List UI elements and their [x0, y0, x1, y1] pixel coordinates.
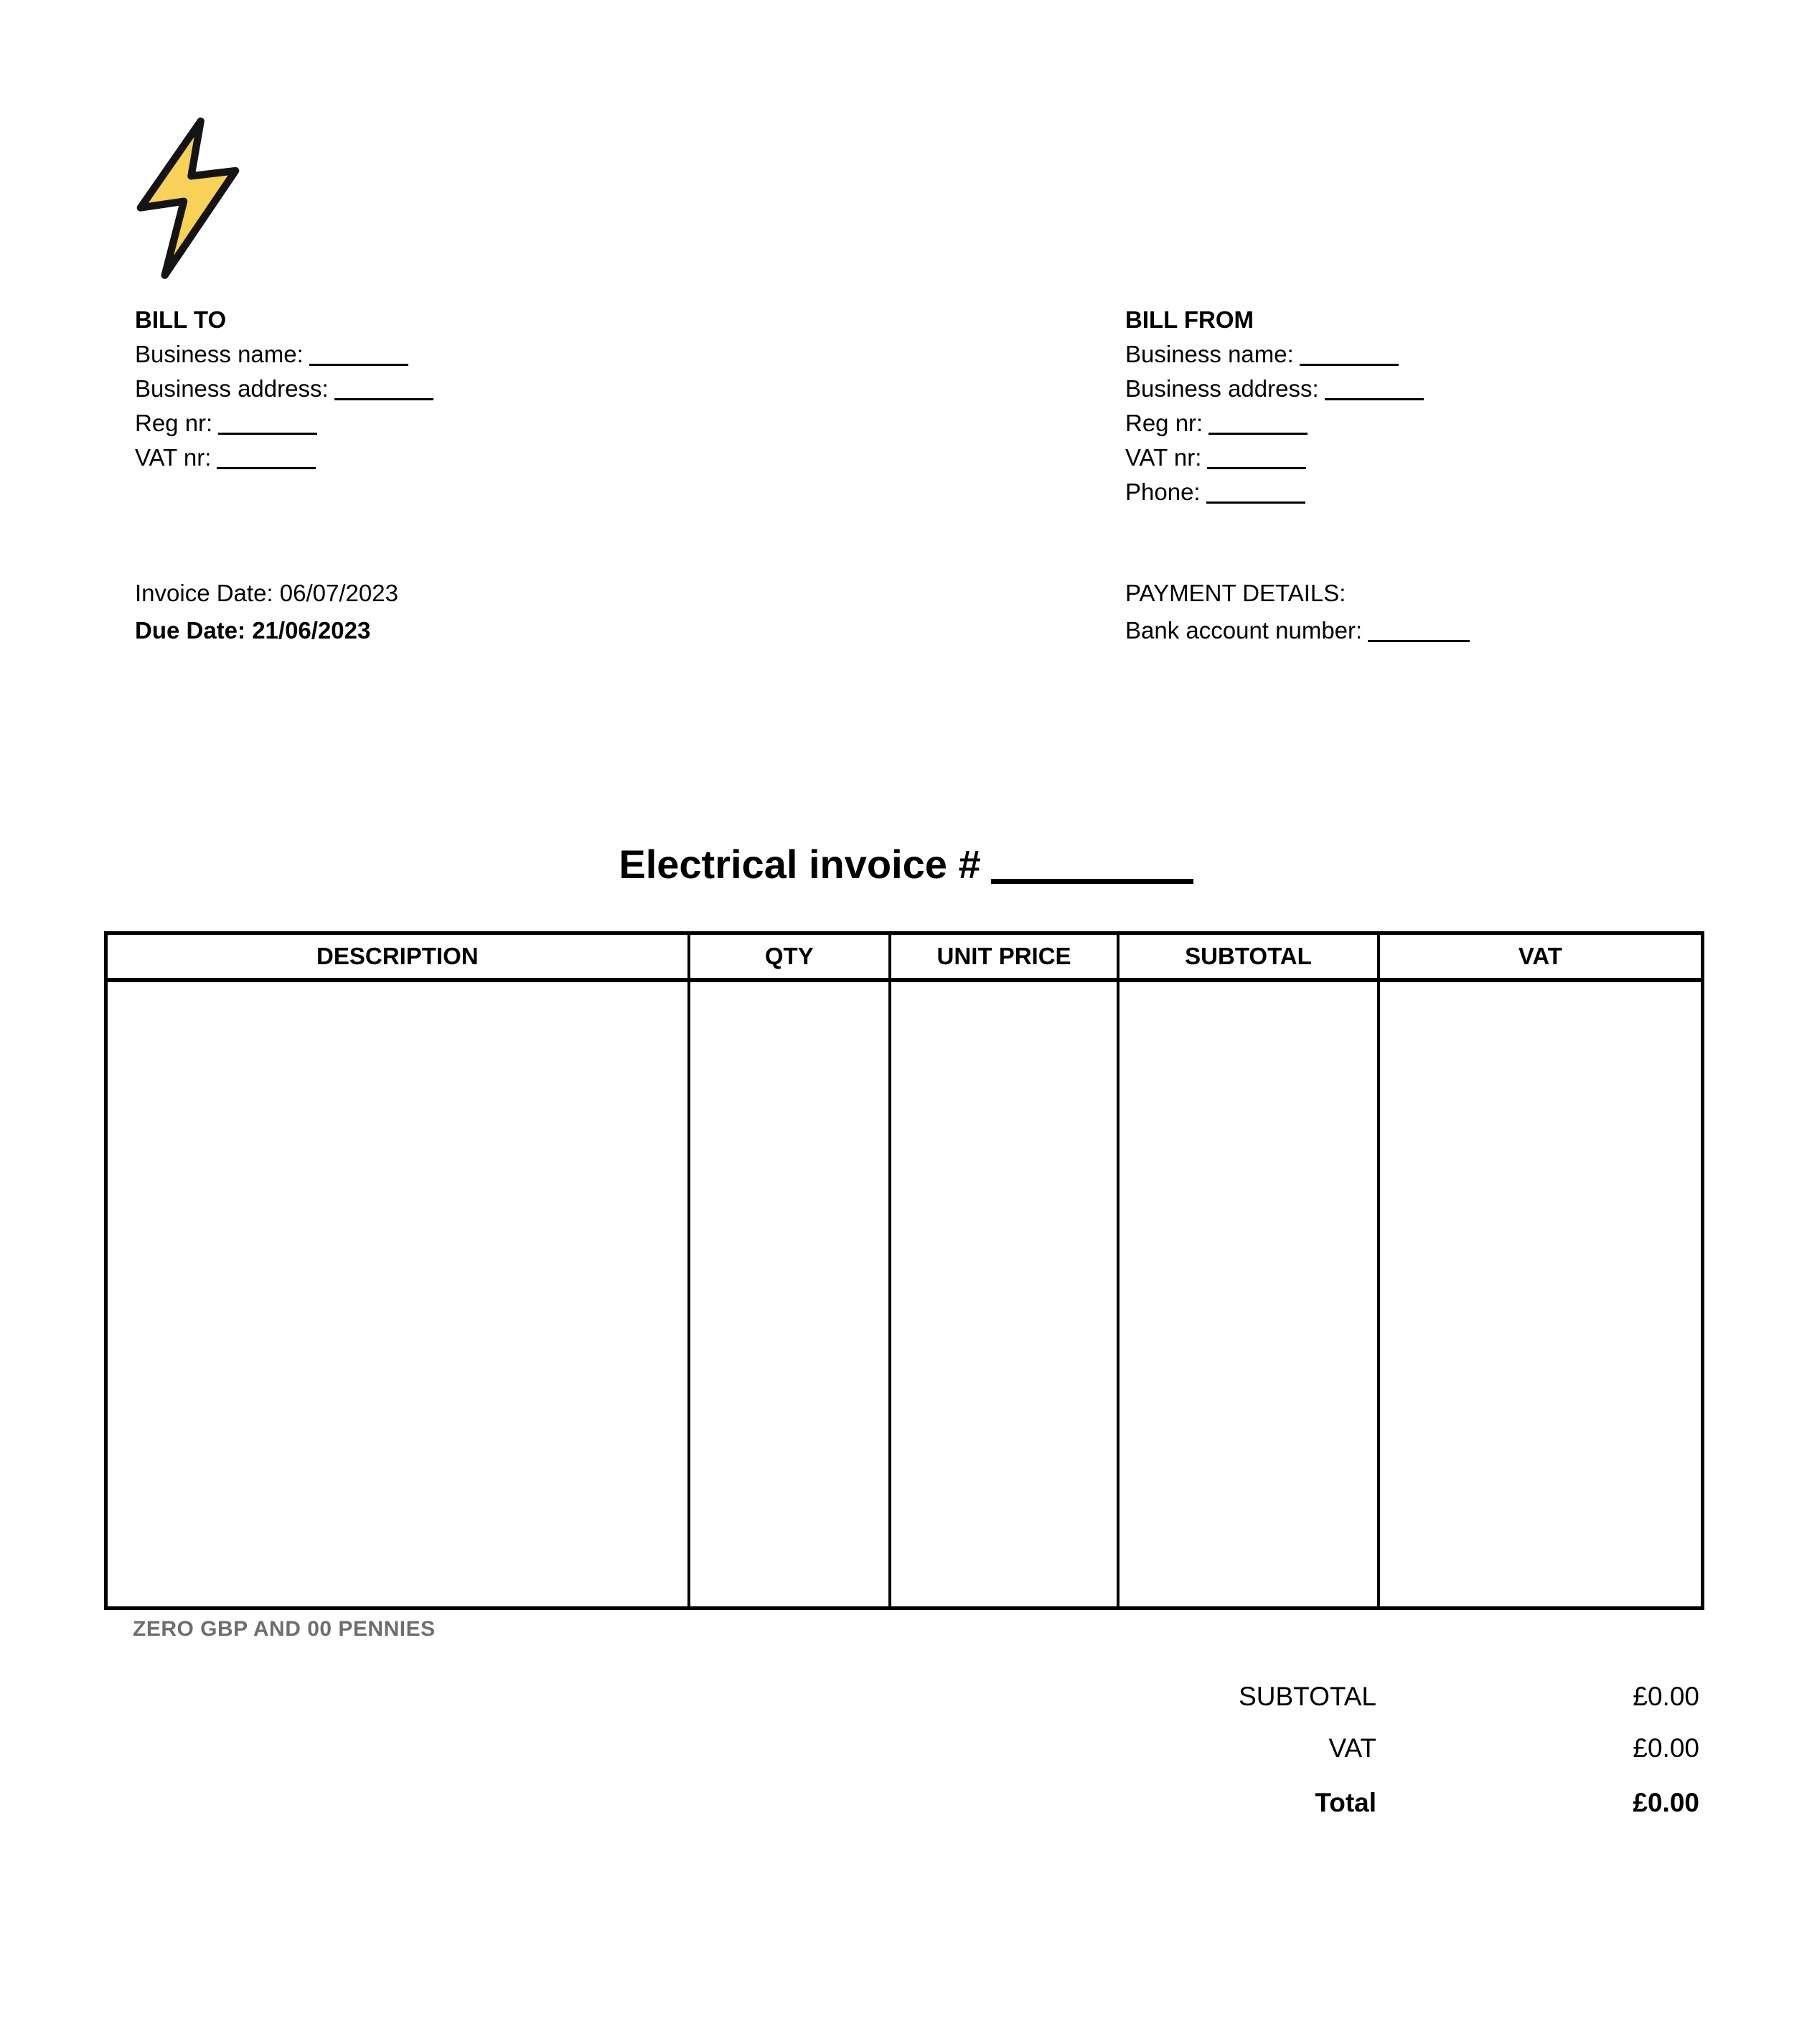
field-label: Reg nr: [135, 410, 213, 436]
due-date-label: Due Date: [135, 617, 246, 644]
blank-field-line [217, 464, 316, 469]
blank-field-line [1207, 464, 1306, 469]
items-table-header-row [106, 933, 1703, 981]
column-header-qty: QTY [689, 933, 890, 981]
column-header-vat: VAT [1379, 933, 1703, 981]
items-table-header [106, 933, 1703, 981]
due-date-value: 21/06/2023 [252, 617, 371, 644]
items-table-empty-row [106, 980, 1703, 1609]
blank-field-line [1300, 361, 1399, 366]
bill-to-section [135, 303, 433, 475]
bill-from-business-address-line [1125, 372, 1424, 406]
bill-from-business-name-line [1125, 337, 1424, 372]
field-label: Phone: [1125, 479, 1201, 505]
company-logo [135, 117, 241, 281]
bank-account-label: Bank account number: [1125, 617, 1363, 644]
field-label: VAT nr: [1125, 444, 1202, 471]
payment-details-section [1125, 575, 1470, 649]
bill-from-reg-nr-line [1125, 406, 1424, 441]
field-label: Reg nr: [1125, 410, 1203, 436]
bill-from-vat-nr-line [1125, 441, 1424, 475]
due-date-line [135, 612, 398, 649]
blank-field-line [1325, 395, 1424, 400]
column-header-unit-price: UNIT PRICE [890, 933, 1118, 981]
subtotal-label: SUBTOTAL [1239, 1682, 1376, 1711]
subtotal-value: £0.00 [1633, 1682, 1699, 1711]
field-label: Business name: [135, 341, 304, 367]
items-table-body [106, 980, 1703, 1609]
invoice-title [0, 841, 1812, 887]
field-label: Business name: [1125, 341, 1294, 367]
invoice-number-blank-line [991, 875, 1193, 884]
payment-details-heading: PAYMENT DETAILS: [1125, 580, 1346, 606]
invoice-dates-section [135, 575, 398, 649]
cell-unit-price [890, 980, 1118, 1609]
blank-field-line [334, 395, 433, 400]
subtotal-row [1076, 1682, 1699, 1712]
blank-field-line [1208, 430, 1308, 435]
field-label: Business address: [1125, 375, 1319, 402]
bill-to-business-address-line [135, 372, 433, 406]
amount-in-words: ZERO GBP AND 00 PENNIES [133, 1617, 436, 1641]
bank-account-line [1125, 612, 1470, 649]
vat-label: VAT [1328, 1733, 1376, 1763]
blank-field-line [309, 361, 408, 366]
total-label: Total [1315, 1788, 1376, 1817]
invoice-title-text: Electrical invoice # [619, 842, 981, 887]
invoice-date-value: 06/07/2023 [279, 580, 398, 606]
bill-from-section [1125, 303, 1424, 509]
lightning-bolt-icon [135, 117, 241, 281]
vat-value: £0.00 [1633, 1733, 1699, 1763]
bill-to-vat-nr-line [135, 441, 433, 475]
vat-row [1076, 1733, 1699, 1763]
invoice-date-line [135, 575, 398, 612]
blank-field-line [1206, 499, 1305, 504]
items-table [104, 931, 1704, 1610]
blank-field-line [218, 430, 317, 435]
column-header-subtotal: SUBTOTAL [1118, 933, 1379, 981]
total-row [1076, 1788, 1699, 1818]
bill-to-reg-nr-line [135, 406, 433, 441]
field-label: VAT nr: [135, 444, 212, 471]
invoice-date-label: Invoice Date: [135, 580, 273, 606]
total-value: £0.00 [1633, 1788, 1699, 1817]
cell-description [106, 980, 689, 1609]
blank-field-line [1368, 637, 1470, 642]
bill-to-heading: BILL TO [135, 306, 227, 333]
cell-vat [1379, 980, 1703, 1609]
bill-from-heading: BILL FROM [1125, 306, 1254, 333]
bill-from-phone-line [1125, 475, 1424, 509]
field-label: Business address: [135, 375, 329, 402]
bill-to-business-name-line [135, 337, 433, 372]
cell-qty [689, 980, 890, 1609]
column-header-description: DESCRIPTION [106, 933, 689, 981]
cell-subtotal [1118, 980, 1379, 1609]
